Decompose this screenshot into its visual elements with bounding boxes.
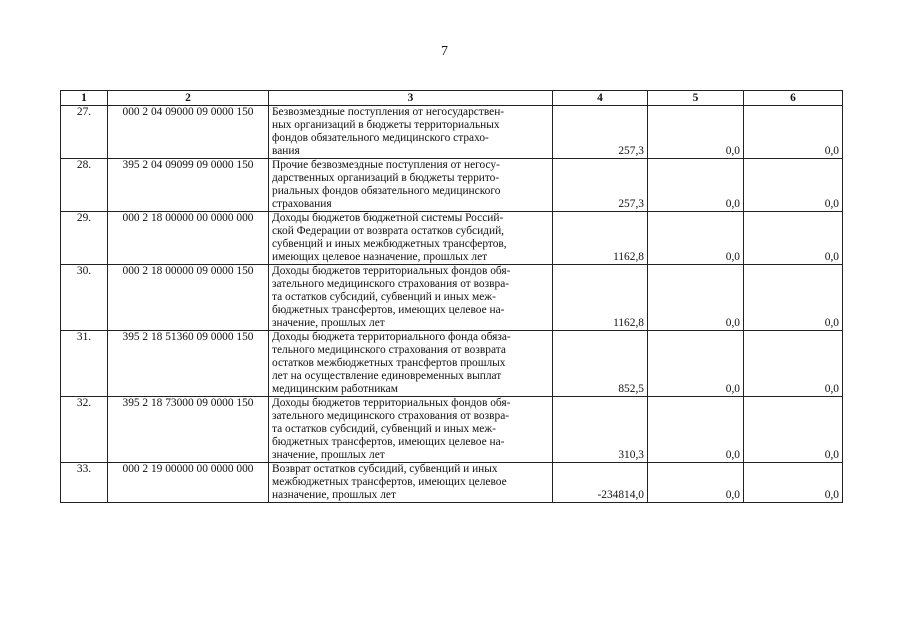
row-number: 29. [61, 212, 108, 265]
column-header-2: 2 [108, 91, 269, 106]
revenue-description [269, 159, 553, 212]
page-number: 7 [441, 44, 448, 59]
description-line: Прочие безвозмездные поступления от негосу- [272, 159, 500, 171]
row-number: 31. [61, 331, 108, 397]
table-row [61, 106, 843, 159]
description-line: зательного медицинского страхования от возвра- [272, 278, 510, 290]
description-line: вания [272, 145, 300, 157]
description-line: зательного медицинского страхования от возвра- [272, 410, 510, 422]
revenue-description [269, 212, 553, 265]
value-column-5: 0,0 [648, 106, 744, 159]
value-column-6: 0,0 [744, 265, 843, 331]
description-line: значение, прошлых лет [272, 317, 385, 329]
description-line: страхования [272, 198, 332, 210]
revenue-description [269, 331, 553, 397]
revenue-description [269, 265, 553, 331]
description-line: бюджетных трансфертов, имеющих целевое на- [272, 304, 505, 316]
column-header-3: 3 [269, 91, 553, 106]
column-header-1: 1 [61, 91, 108, 106]
row-number: 30. [61, 265, 108, 331]
column-header-4: 4 [553, 91, 648, 106]
budget-classification-code: 395 2 04 09099 09 0000 150 [108, 159, 269, 212]
value-column-6: 0,0 [744, 397, 843, 463]
description-line: межбюджетных трансфертов, имеющих целевое [272, 476, 507, 488]
column-header-5: 5 [648, 91, 744, 106]
value-column-5: 0,0 [648, 463, 744, 503]
description-line: та остатков субсидий, субвенций и иных меж- [272, 423, 496, 435]
value-column-4: 852,5 [553, 331, 648, 397]
value-column-5: 0,0 [648, 159, 744, 212]
row-number: 32. [61, 397, 108, 463]
revenue-description [269, 106, 553, 159]
description-line: медицинским работникам [272, 383, 398, 395]
value-column-4: 257,3 [553, 106, 648, 159]
value-column-5: 0,0 [648, 331, 744, 397]
budget-classification-code: 000 2 04 09000 09 0000 150 [108, 106, 269, 159]
value-column-6: 0,0 [744, 106, 843, 159]
budget-classification-code: 000 2 18 00000 00 0000 000 [108, 212, 269, 265]
budget-classification-code: 395 2 18 73000 09 0000 150 [108, 397, 269, 463]
description-line: Доходы бюджетов территориальных фондов обя- [272, 265, 511, 277]
description-line: остатков межбюджетных трансфертов прошлых [272, 357, 506, 369]
table-row [61, 265, 843, 331]
table-row [61, 159, 843, 212]
value-column-6: 0,0 [744, 331, 843, 397]
description-line: та остатков субсидий, субвенций и иных меж- [272, 291, 496, 303]
description-line: бюджетных трансфертов, имеющих целевое на- [272, 436, 505, 448]
description-line: Доходы бюджетов территориальных фондов обя- [272, 397, 511, 409]
budget-classification-code: 000 2 19 00000 00 0000 000 [108, 463, 269, 503]
description-line: назначение, прошлых лет [272, 489, 396, 501]
description-line: тельного медицинского страхования от возврата [272, 344, 506, 356]
budget-revenue-table [60, 90, 843, 503]
value-column-4: 257,3 [553, 159, 648, 212]
table-header-row [61, 91, 843, 106]
description-line: ных организаций в бюджеты территориальных [272, 119, 500, 131]
value-column-4: 1162,8 [553, 265, 648, 331]
table-row [61, 397, 843, 463]
row-number: 27. [61, 106, 108, 159]
description-line: дарственных организаций в бюджеты террито- [272, 172, 500, 184]
value-column-4: -234814,0 [553, 463, 648, 503]
description-line: Безвозмездные поступления от негосударствен- [272, 106, 505, 118]
value-column-5: 0,0 [648, 212, 744, 265]
value-column-5: 0,0 [648, 397, 744, 463]
revenue-description [269, 397, 553, 463]
table-row [61, 212, 843, 265]
budget-classification-code: 000 2 18 00000 09 0000 150 [108, 265, 269, 331]
column-header-6: 6 [744, 91, 843, 106]
revenue-description [269, 463, 553, 503]
description-line: фондов обязательного медицинского страхо- [272, 132, 489, 144]
value-column-6: 0,0 [744, 159, 843, 212]
description-line: значение, прошлых лет [272, 449, 385, 461]
description-line: Доходы бюджета территориального фонда обяза- [272, 331, 511, 343]
description-line: Возврат остатков субсидий, субвенций и иных [272, 463, 498, 475]
description-line: субвенций и иных межбюджетных трансфертов, [272, 238, 507, 250]
value-column-6: 0,0 [744, 212, 843, 265]
description-line: Доходы бюджетов бюджетной системы Россий- [272, 212, 504, 224]
row-number: 33. [61, 463, 108, 503]
value-column-4: 1162,8 [553, 212, 648, 265]
table-body [61, 106, 843, 503]
table-row [61, 331, 843, 397]
value-column-5: 0,0 [648, 265, 744, 331]
budget-classification-code: 395 2 18 51360 09 0000 150 [108, 331, 269, 397]
value-column-6: 0,0 [744, 463, 843, 503]
description-line: лет на осуществление единовременных выплат [272, 370, 502, 382]
row-number: 28. [61, 159, 108, 212]
value-column-4: 310,3 [553, 397, 648, 463]
table-row [61, 463, 843, 503]
description-line: риальных фондов обязательного медицинского [272, 185, 501, 197]
description-line: ской Федерации от возврата остатков субсидий, [272, 225, 505, 237]
description-line: имеющих целевое назначение, прошлых лет [272, 251, 488, 263]
